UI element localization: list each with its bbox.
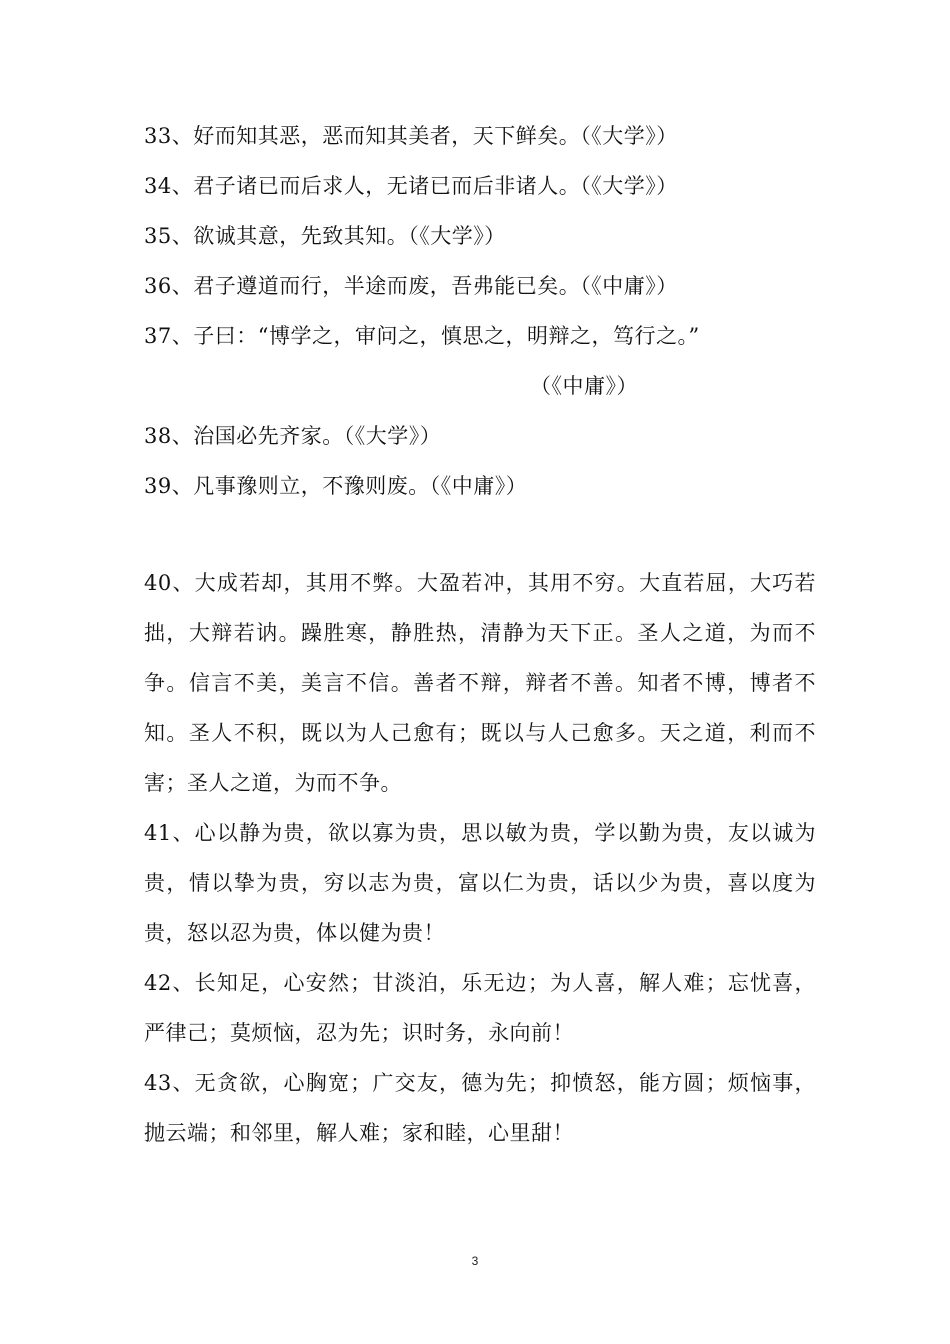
quote-33: 33、好而知其恶，恶而知其美者，天下鲜矣。（《大学》）: [144, 124, 678, 148]
quote-39: 39、凡事豫则立，不豫则废。（《中庸》）: [144, 474, 528, 498]
quote-34: 34、君子诸已而后求人，无诸已而后非诸人。（《大学》）: [144, 174, 678, 198]
quote-42: 42、长知足，心安然；甘淡泊，乐无边；为人喜，解人难；忘忧喜，严律己；莫烦恼，忍为先；识时务，永向前！: [144, 971, 816, 1045]
quote-37-source: （《中庸》）: [530, 374, 638, 398]
quote-38: 38、治国必先齐家。（《大学》）: [144, 424, 442, 448]
quote-41: 41、心以静为贵，欲以寡为贵，思以敏为贵，学以勤为贵，友以诚为贵，情以挚为贵，穷以志为贵，富以仁为贵，话以少为贵，喜以度为贵，怒以忍为贵，体以健为贵！: [144, 821, 816, 945]
quote-35: 35、欲诚其意，先致其知。（《大学》）: [144, 224, 506, 248]
quote-40: 40、大成若却，其用不弊。大盈若冲，其用不穷。大直若屈，大巧若拙，大辩若讷。躁胜寒，静胜热，清静为天下正。圣人之道，为而不争。信言不美，美言不信。善者不辩，辩者不善。知者不博，博者不知。圣人不积，既以为人己愈有；既以与人己愈多。天之道，利而不害；圣人之道，为而不争。: [144, 571, 816, 795]
quote-43: 43、无贪欲，心胸宽；广交友，德为先；抑愤怒，能方圆；烦恼事，抛云端；和邻里，解人难；家和睦，心里甜！: [144, 1071, 816, 1145]
quote-37: 37、子曰：“博学之，审问之，慎思之，明辩之，笃行之。”: [144, 324, 700, 348]
page-number: 3: [471, 1254, 479, 1268]
quote-36: 36、君子遵道而行，半途而废，吾弗能已矣。（《中庸》）: [144, 274, 678, 298]
